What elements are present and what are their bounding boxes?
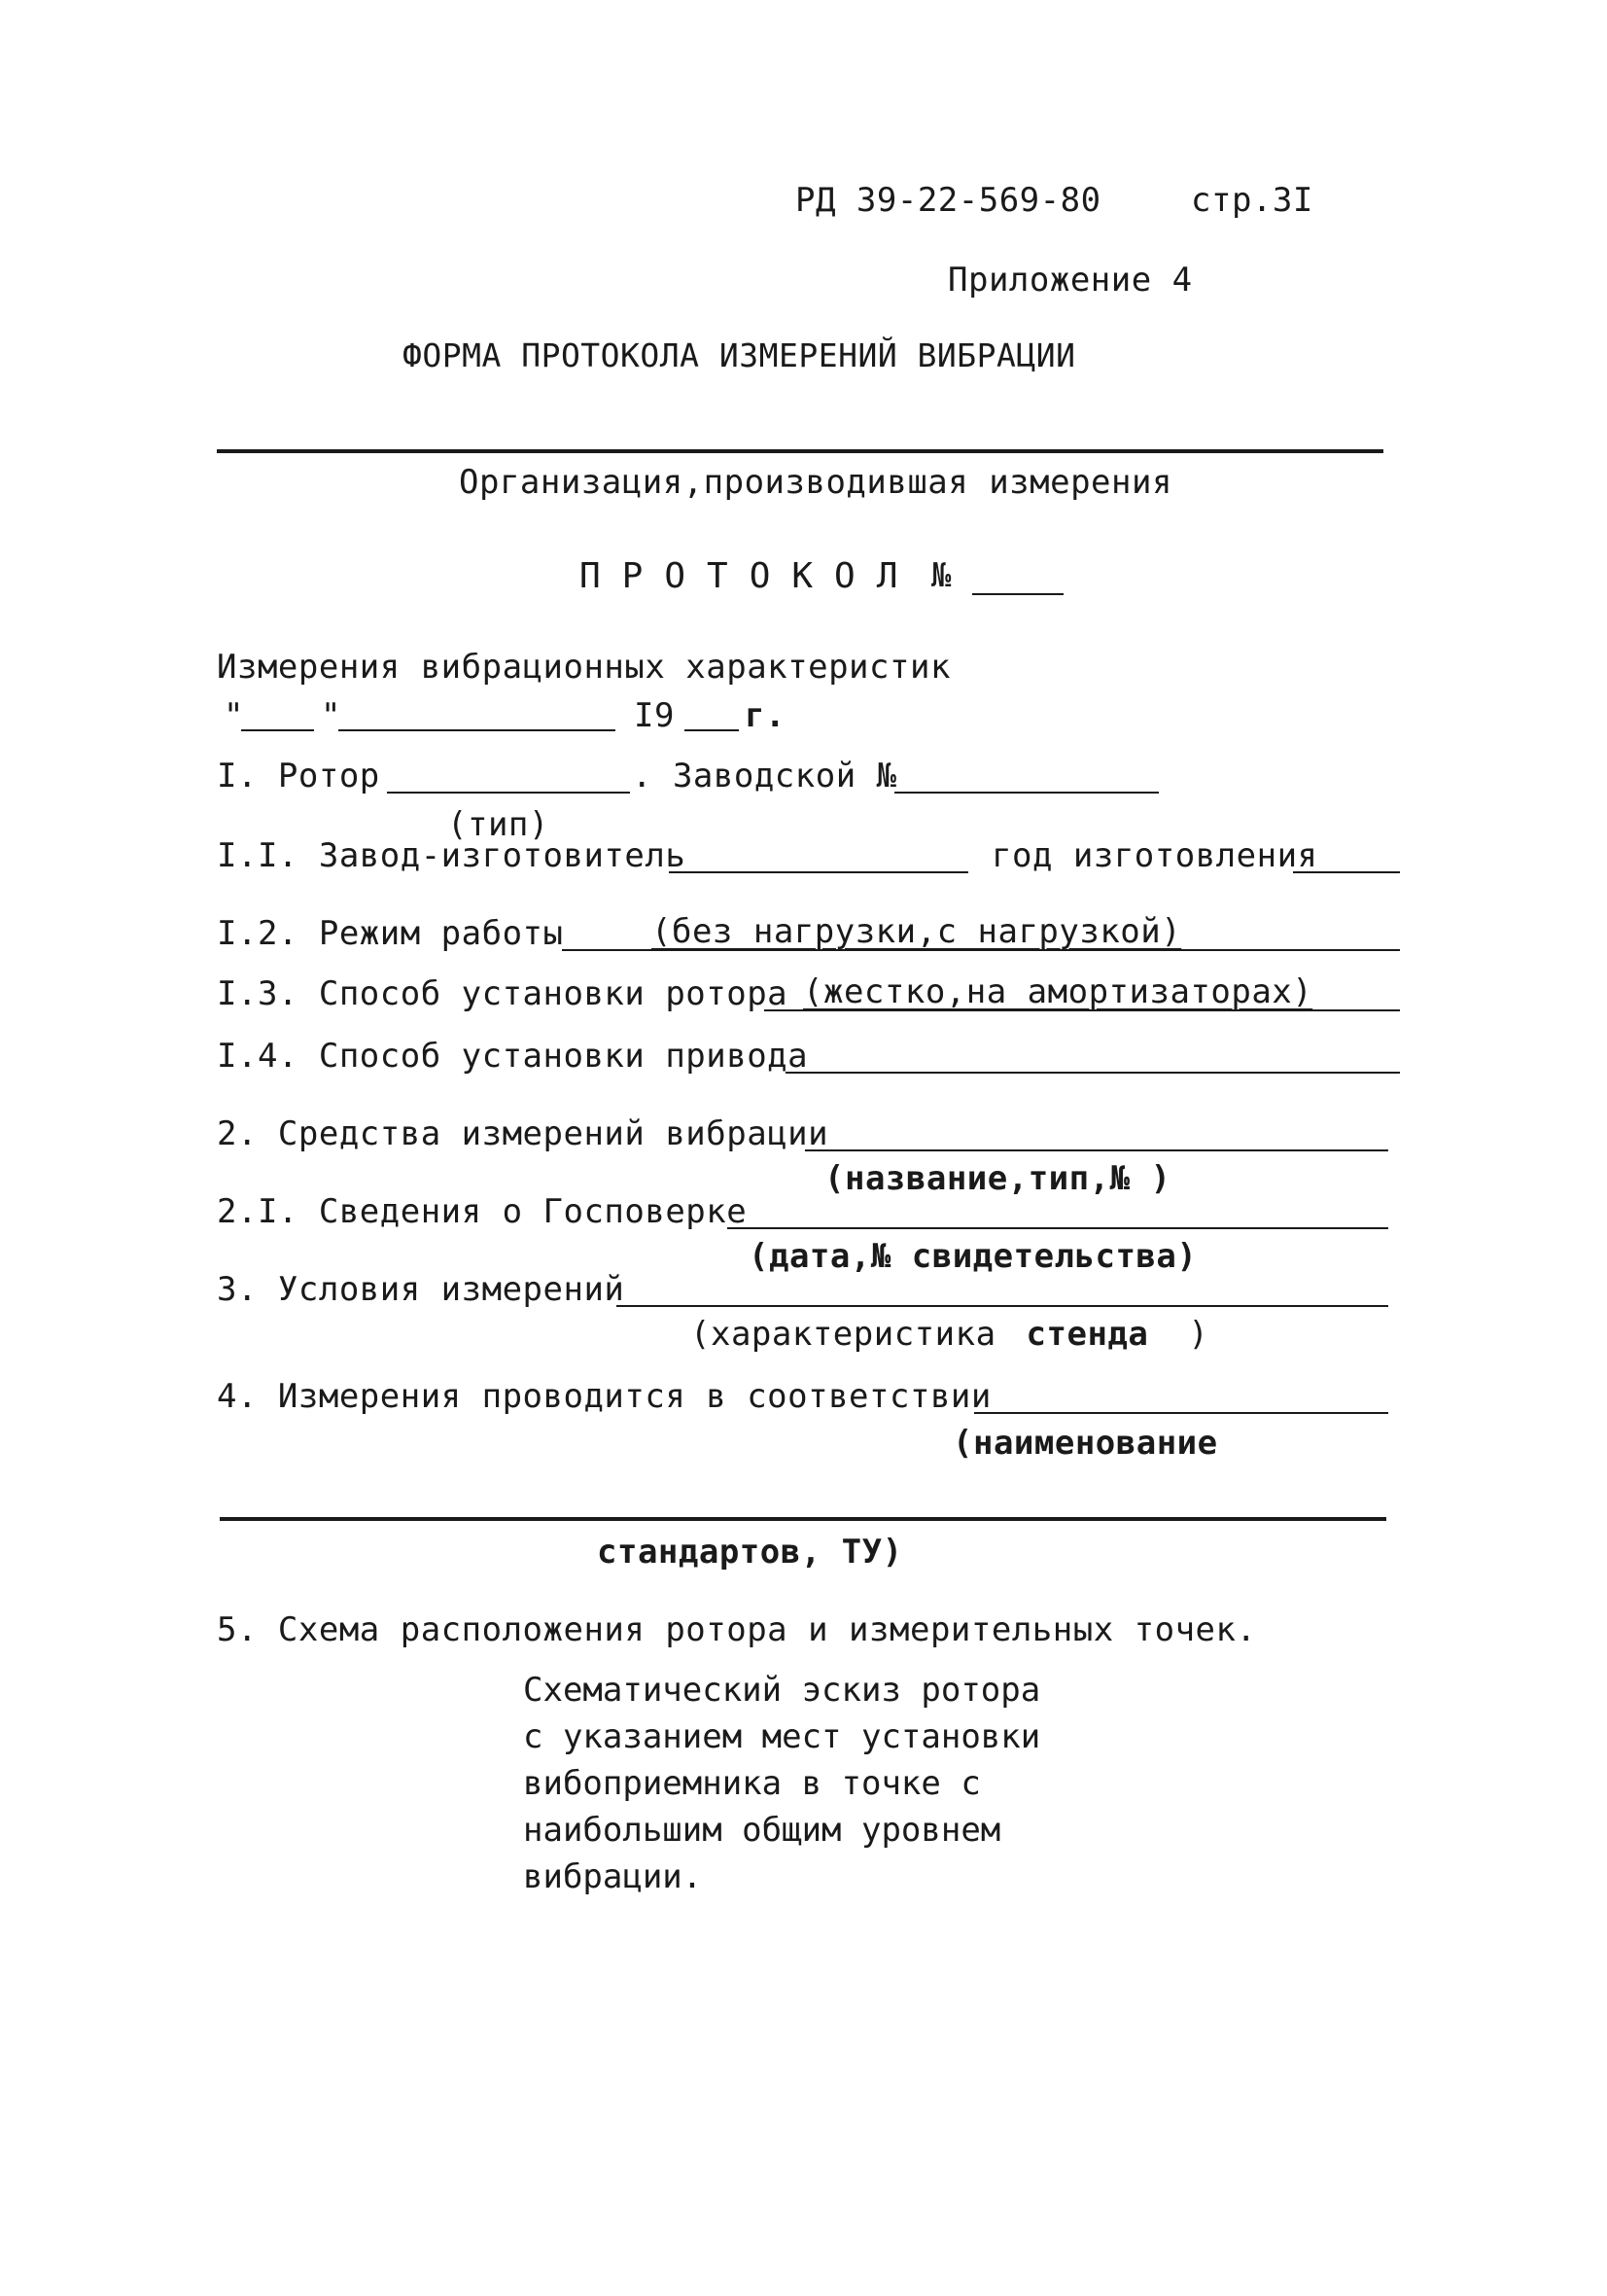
appendix-label: Приложение 4 xyxy=(948,261,1193,300)
compliance-field[interactable] xyxy=(974,1412,1388,1414)
verification-hint: (дата,№ свидетельства) xyxy=(749,1237,1198,1276)
date-year-prefix: I9 xyxy=(634,696,675,735)
item-mode-label: I.2. Режим работы xyxy=(217,914,564,953)
date-quote-close: " xyxy=(321,696,341,735)
conditions-hint-start: (характеристика xyxy=(690,1315,996,1354)
standards-line[interactable] xyxy=(220,1517,1386,1521)
rotor-type-field[interactable] xyxy=(387,792,630,794)
item-manufacturer-label: I.I. Завод-изготовитель xyxy=(217,836,686,875)
rotor-mount-options: (жестко,на амортизаторах) xyxy=(803,972,1313,1011)
date-quote-open: " xyxy=(224,696,244,735)
standards-hint: стандартов, ТУ) xyxy=(597,1533,903,1572)
date-year-field[interactable] xyxy=(684,729,739,731)
item-rotor-label: I. Ротор xyxy=(217,757,380,795)
manufacture-year-field[interactable] xyxy=(1293,871,1400,873)
sketch-line: Схематический эскиз ротора xyxy=(523,1671,1041,1710)
item-drive-mount-label: I.4. Способ установки привода xyxy=(217,1037,809,1076)
item-rotor-mount-label: I.3. Способ установки ротора xyxy=(217,974,788,1013)
conditions-hint xyxy=(690,1315,1208,1354)
conditions-field[interactable] xyxy=(616,1305,1388,1307)
compliance-hint: (наименование xyxy=(953,1424,1218,1463)
item-scheme-label: 5. Схема расположения ротора и измерительных точек. xyxy=(217,1610,1257,1649)
protocol-number-field[interactable] xyxy=(972,593,1064,595)
protocol-number-sign: № xyxy=(931,556,952,595)
form-title: ФОРМА ПРОТОКОЛА ИЗМЕРЕНИЙ ВИБРАЦИИ xyxy=(402,336,1076,374)
instruments-hint: (название,тип,№ ) xyxy=(824,1159,1171,1198)
sketch-line: вибрации. xyxy=(523,1857,703,1896)
verification-field[interactable] xyxy=(727,1227,1388,1229)
operating-mode-options: (без нагрузки,с нагрузкой) xyxy=(651,912,1182,951)
date-year-suffix: г. xyxy=(745,696,786,735)
drive-mount-field[interactable] xyxy=(786,1072,1400,1074)
instruments-field[interactable] xyxy=(805,1149,1388,1151)
sketch-line: вибоприемника в точке с xyxy=(523,1764,981,1803)
sketch-line: наибольшим общим уровнем xyxy=(523,1811,1001,1850)
protocol-title: ПРОТОКОЛ xyxy=(579,556,920,596)
measurement-heading: Измерения вибрационных характеристик xyxy=(217,648,951,687)
item-compliance-label: 4. Измерения проводится в соответствии xyxy=(217,1377,992,1416)
conditions-hint-end: ) xyxy=(1188,1315,1209,1354)
manufacturer-field[interactable] xyxy=(669,871,968,873)
item-instruments-label: 2. Средства измерений вибрации xyxy=(217,1114,829,1153)
document-code: РД 39-22-569-80 xyxy=(795,181,1101,220)
rotor-type-hint: (тип) xyxy=(447,805,549,844)
item-conditions-label: 3. Условия измерений xyxy=(217,1270,625,1309)
organization-line xyxy=(217,449,1383,453)
sketch-note xyxy=(523,1667,1040,1900)
item-verification-label: 2.I. Сведения о Госповерке xyxy=(217,1192,748,1231)
organization-caption: Организация,производившая измерения xyxy=(459,463,1172,502)
item-serial-label: . Заводской № xyxy=(632,757,897,795)
date-day-field[interactable] xyxy=(241,729,314,731)
page-number: стр.3I xyxy=(1191,181,1313,220)
rotor-serial-field[interactable] xyxy=(894,792,1159,794)
sketch-line: с указанием мест установки xyxy=(523,1717,1041,1756)
conditions-hint-stand: стенда xyxy=(1026,1315,1149,1354)
date-month-field[interactable] xyxy=(338,729,615,731)
item-year-label: год изготовления xyxy=(992,836,1318,875)
